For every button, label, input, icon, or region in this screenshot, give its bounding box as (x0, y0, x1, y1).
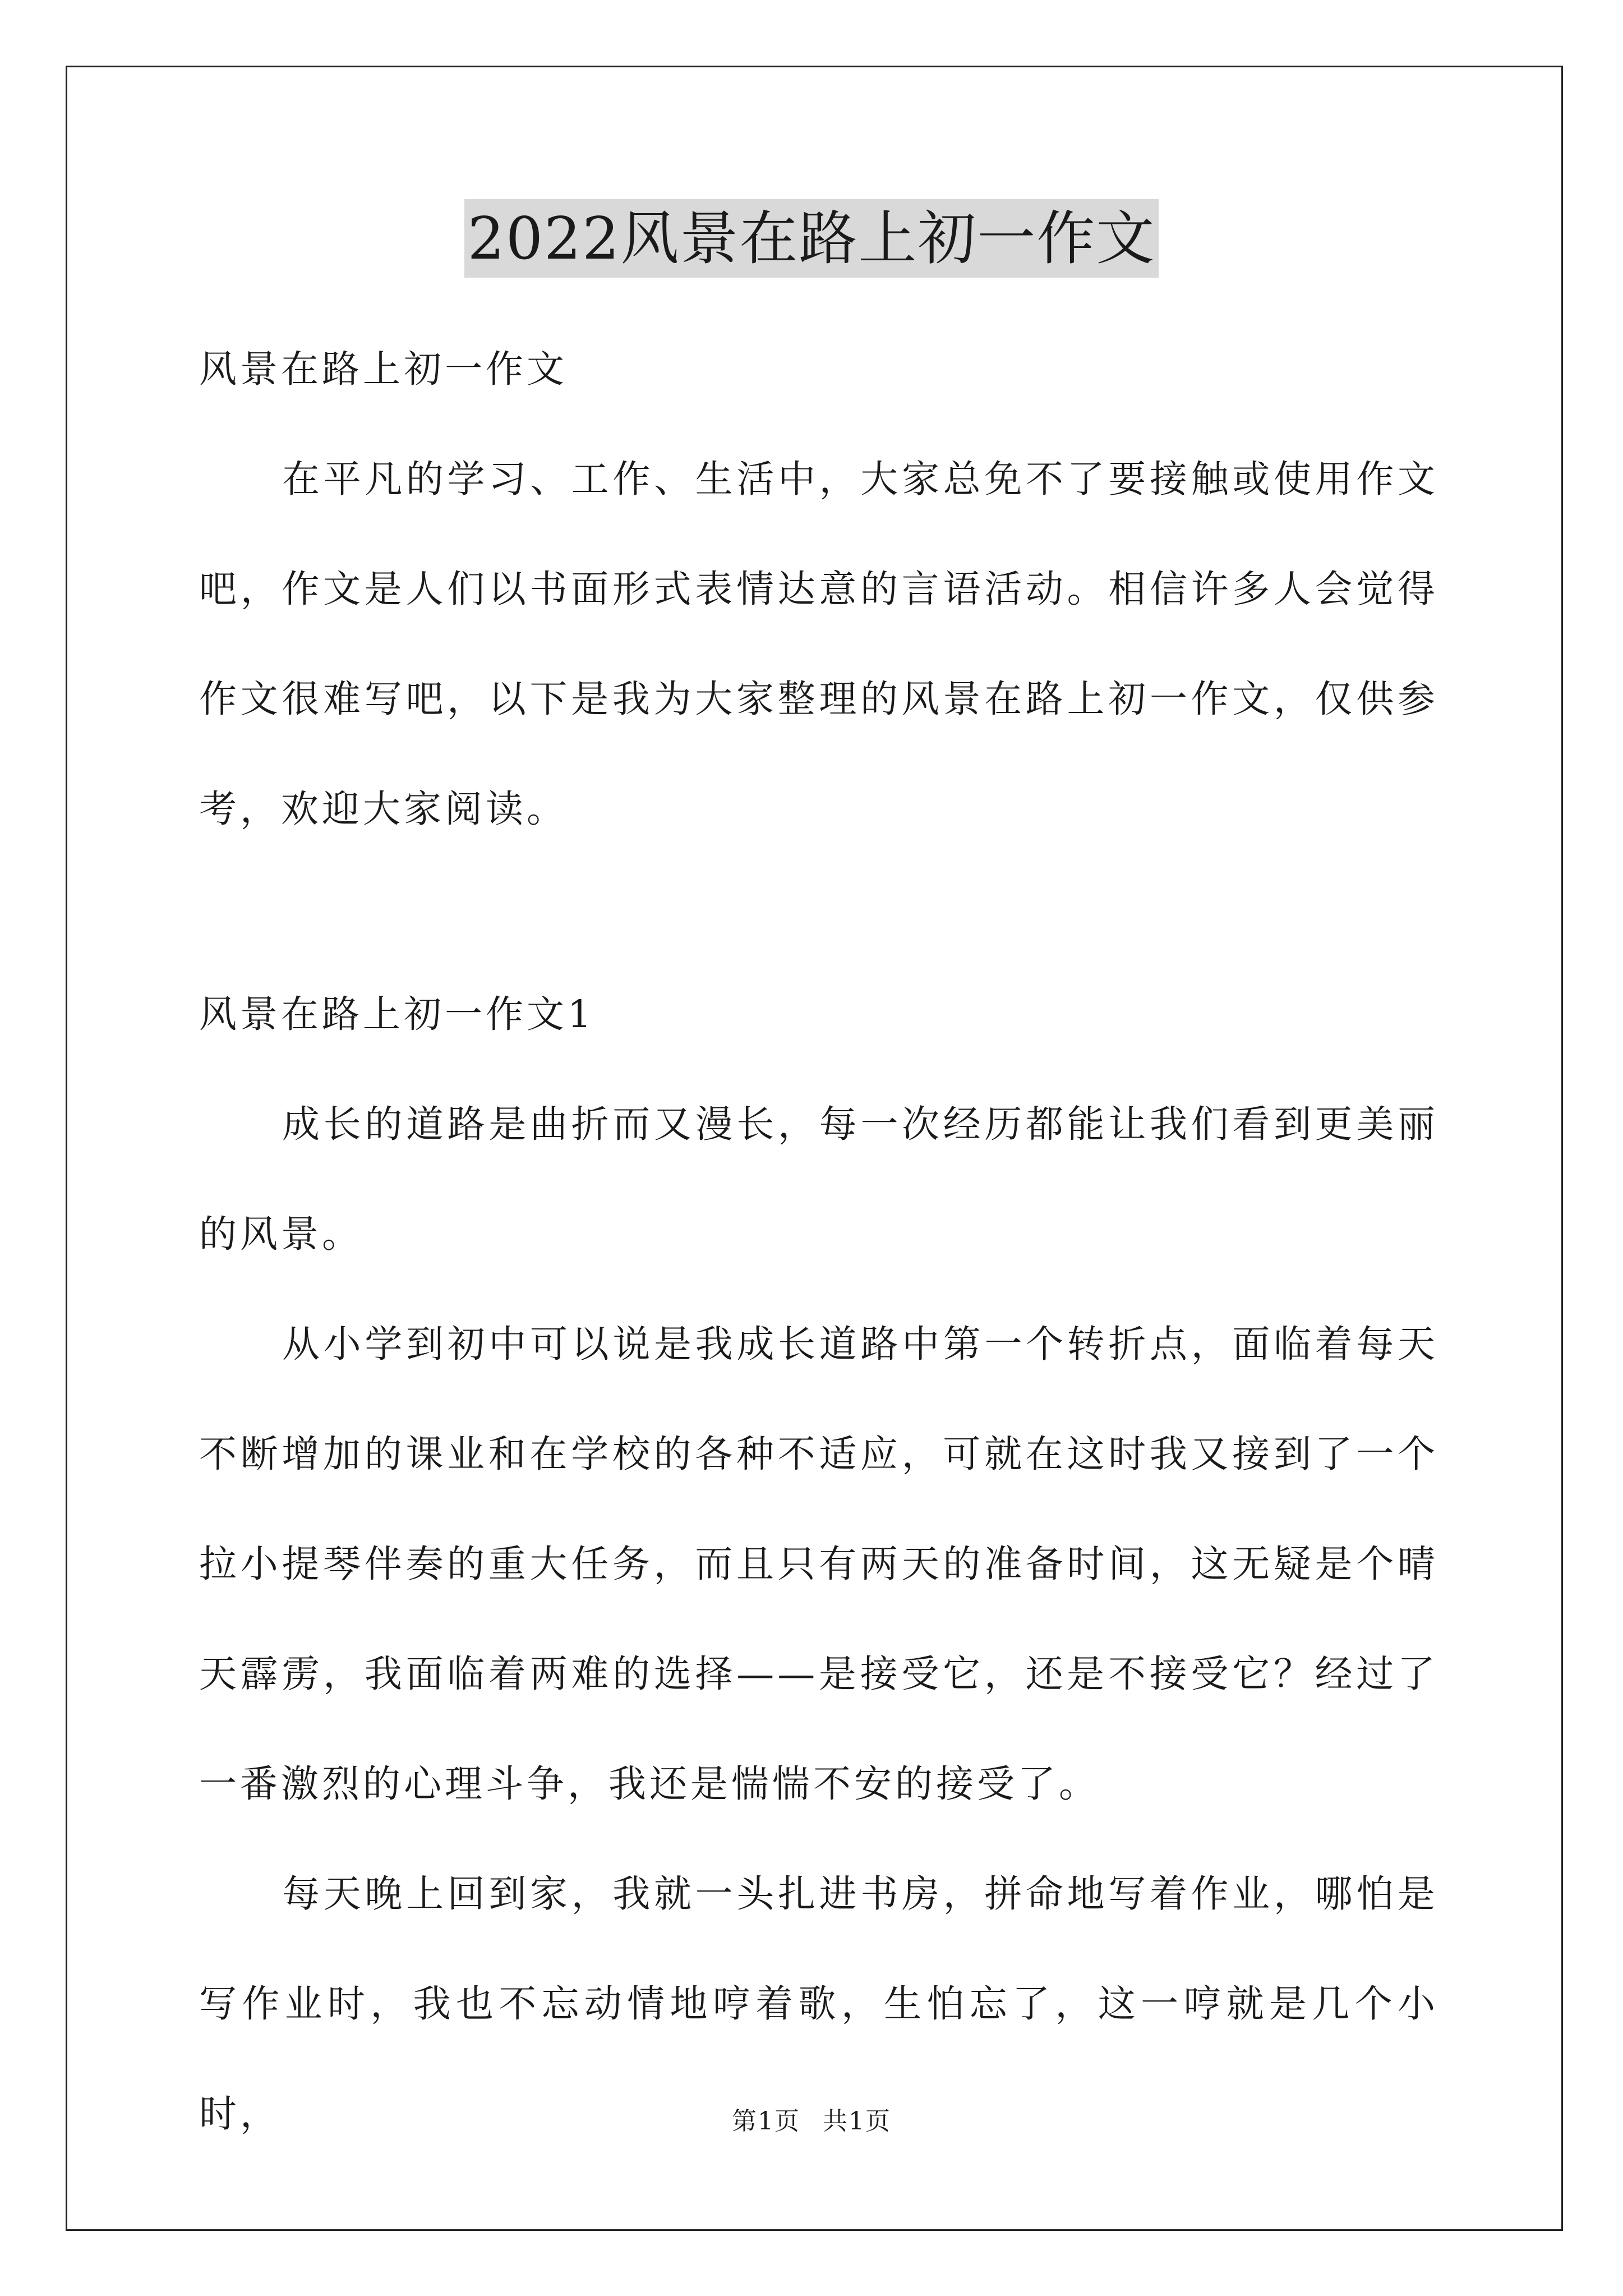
body-paragraph: 从小学到初中可以说是我成长道路中第一个转折点，面临着每天不断增加的课业和在学校的各种不适应，可就在这时我又接到了一个拉小提琴伴奏的重大任务，而且只有两天的准备时间，这无疑是个晴天霹雳，我面临着两难的选择——是接受它，还是不接受它？经过了一番激烈的心理斗争，我还是惴惴不安的接受了。 (199, 1322, 1438, 1806)
document-body (199, 314, 1438, 2169)
intro-paragraph: 在平凡的学习、工作、生活中，大家总免不了要接触或使用作文吧，作文是人们以书面形式表情达意的言语活动。相信许多人会觉得作文很难写吧，以下是我为大家整理的风景在路上初一作文，仅供参考，欢迎大家阅读。 (199, 457, 1438, 831)
page-footer (0, 2101, 1623, 2137)
body-paragraph: 成长的道路是曲折而又漫长，每一次经历都能让我们看到更美丽的风景。 (199, 1102, 1438, 1256)
page-number: 第1页 (732, 2107, 800, 2136)
body-paragraph: 每天晚上回到家，我就一头扎进书房，拼命地写着作业，哪怕是写作业时，我也不忘动情地哼着歌，生怕忘了，这一哼就是几个小时， (199, 1872, 1438, 2136)
intro-heading: 风景在路上初一作文 (199, 347, 568, 391)
page-total: 共1页 (823, 2107, 891, 2136)
section-spacer (199, 864, 1438, 959)
document-title: 2022风景在路上初一作文 (464, 199, 1159, 278)
section-heading: 风景在路上初一作文1 (199, 992, 595, 1036)
title-container (0, 199, 1623, 278)
